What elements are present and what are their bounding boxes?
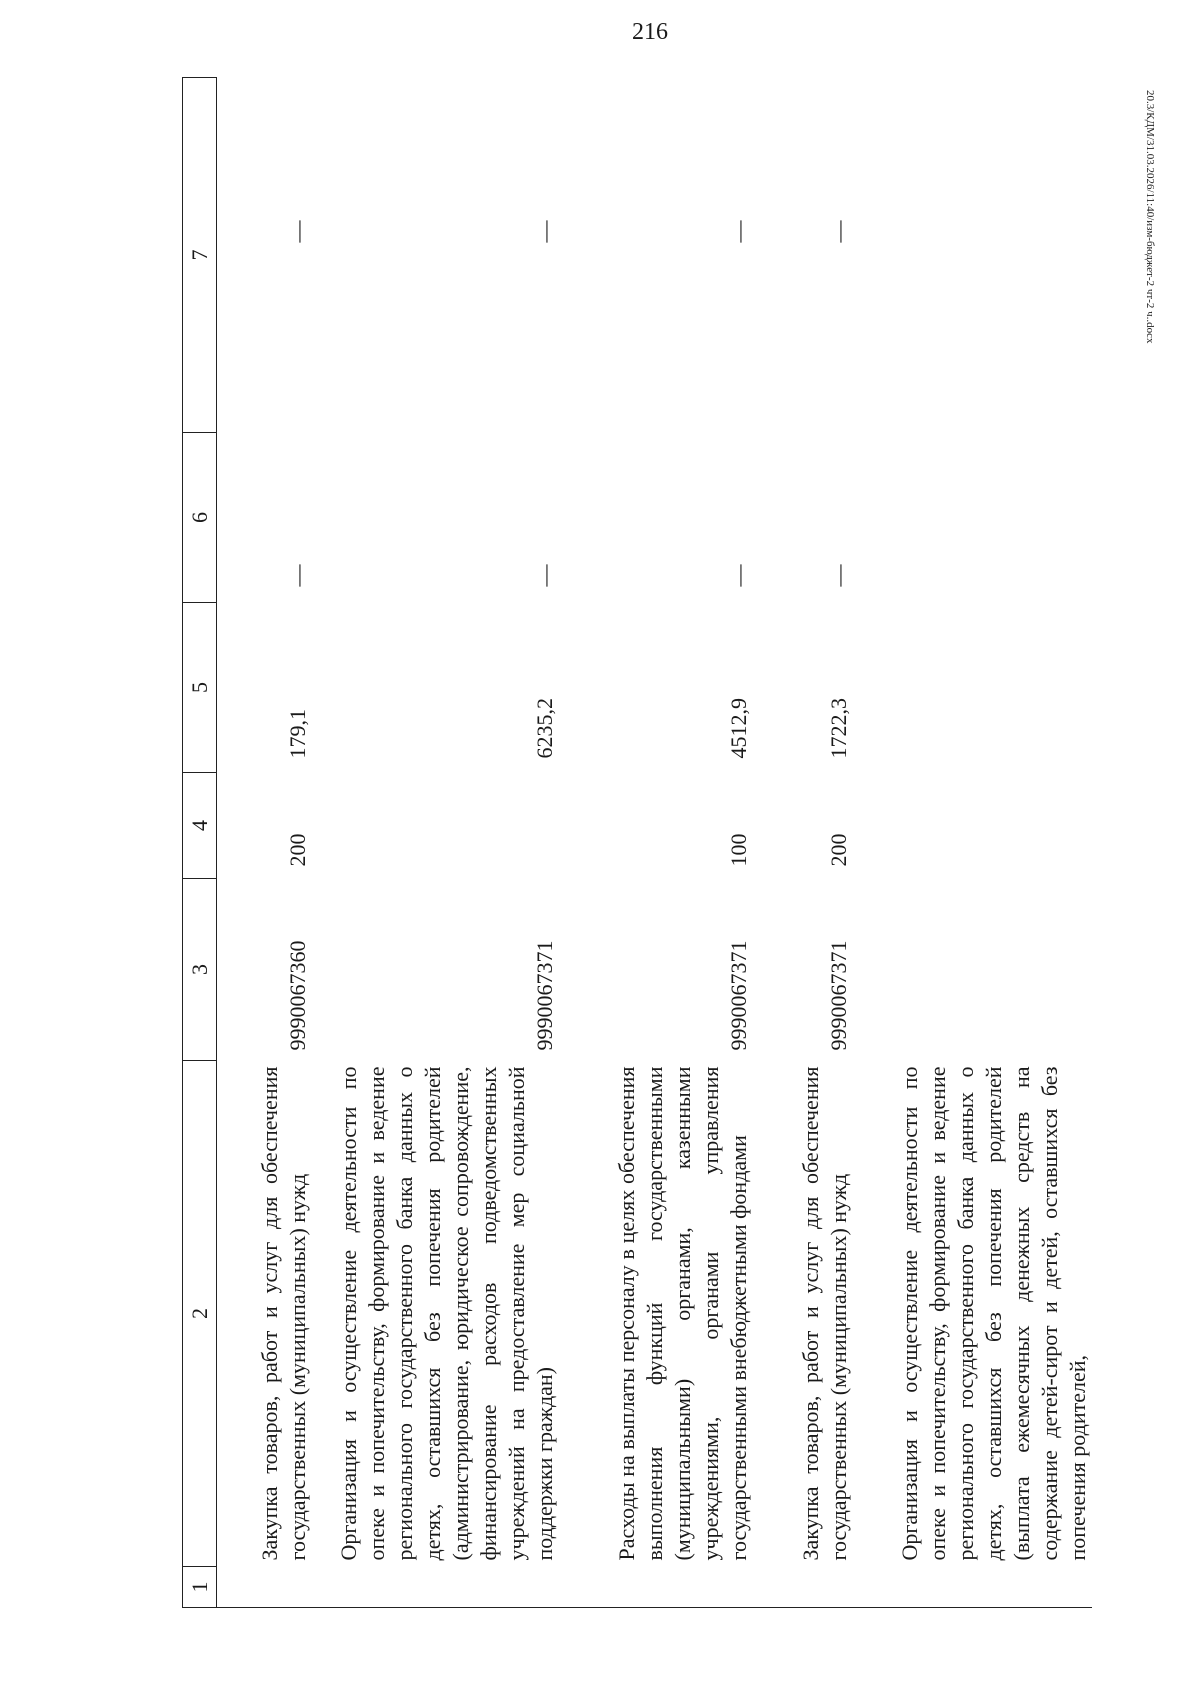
description-text: Организация и осуществление деятельности по опеке и попечительству, формирование и ведение регионального государственного банка данных о детях, оставшихся без попечения родителей (администрирование, юридическое сопровождение, финансирование расходов подведомственных учреждений на предоставление мер социальной поддержки граждан) xyxy=(336,1066,557,1561)
budget-table-rotated xyxy=(182,78,1090,1608)
row-col6-dash: — xyxy=(285,564,310,587)
row-col6-dash: — xyxy=(532,564,557,587)
header-col-6: 6 xyxy=(183,433,217,603)
description-text: Закупка товаров, работ и услуг для обеспечения государственных (муниципальных) нужд xyxy=(798,1066,851,1561)
row-col7-dash: — xyxy=(285,220,310,243)
row-expense-kind xyxy=(861,773,1092,879)
header-col-1: 1 xyxy=(183,1567,217,1608)
row-number-cell xyxy=(567,1567,761,1608)
row-target-code: 9990067360 xyxy=(285,940,310,1051)
description-text: Организация и осуществление деятельности по опеке и попечительству, формирование и ведение регионального государственного банка данных о детях, оставшихся без попечения родителей (выплата ежемесячных денежных средств на содержание детей-сирот и детей, оставшихся без попечения родителей, xyxy=(897,1066,1090,1561)
row-description xyxy=(319,1061,567,1567)
row-target-code: 9990067371 xyxy=(726,940,751,1051)
header-col-5: 5 xyxy=(183,603,217,773)
row-col7-dash: — xyxy=(532,220,557,243)
row-expense-kind: 200 xyxy=(826,833,851,867)
row-col6-dash xyxy=(861,433,1092,603)
description-text: Закупка товаров, работ и услуг для обеспечения государственных (муниципальных) нужд xyxy=(257,1066,310,1561)
header-col-7: 7 xyxy=(183,78,217,433)
table-row xyxy=(217,78,320,1608)
description-text: Расходы на выплаты персоналу в целях обеспечения выполнения функций государственными (муниципальными) органами, казенными учреждениями, органами управления государственными внебюджетными фондами xyxy=(614,1066,751,1561)
row-expense-kind: 100 xyxy=(726,833,751,867)
row-number-cell xyxy=(319,1567,567,1608)
table-row xyxy=(761,78,861,1608)
row-col7-dash: — xyxy=(826,220,851,243)
row-amount: 1722,3 xyxy=(826,698,851,759)
row-description xyxy=(567,1061,761,1567)
row-number-cell xyxy=(861,1567,1092,1608)
row-col6-dash: — xyxy=(826,564,851,587)
row-description xyxy=(761,1061,861,1567)
row-target-code xyxy=(861,879,1092,1061)
page-number: 216 xyxy=(632,19,668,45)
row-number-cell xyxy=(761,1567,861,1608)
table-header-row xyxy=(183,78,217,1608)
document-footer-stamp: 20.3/КДМ/31.03.2026/11:40/изм-бюджет-2 чт-2 ч..docx xyxy=(1144,90,1156,344)
row-col7-dash: — xyxy=(726,220,751,243)
row-amount xyxy=(861,603,1092,773)
row-target-code: 9990067371 xyxy=(826,940,851,1051)
table-row xyxy=(567,78,761,1608)
row-target-code: 9990067371 xyxy=(532,940,557,1051)
header-col-2: 2 xyxy=(183,1061,217,1567)
row-expense-kind: 200 xyxy=(285,833,310,867)
row-description xyxy=(217,1061,320,1567)
row-amount: 4512,9 xyxy=(726,698,751,759)
table-row xyxy=(861,78,1092,1608)
row-number-cell xyxy=(217,1567,320,1608)
row-amount: 179,1 xyxy=(285,709,310,759)
row-amount: 6235,2 xyxy=(532,698,557,759)
row-description xyxy=(861,1061,1092,1567)
row-expense-kind xyxy=(319,773,567,879)
row-col6-dash: — xyxy=(726,564,751,587)
row-col7-dash xyxy=(861,78,1092,433)
header-col-3: 3 xyxy=(183,879,217,1061)
table-row xyxy=(319,78,567,1608)
budget-table xyxy=(182,77,1092,1608)
header-col-4: 4 xyxy=(183,773,217,879)
